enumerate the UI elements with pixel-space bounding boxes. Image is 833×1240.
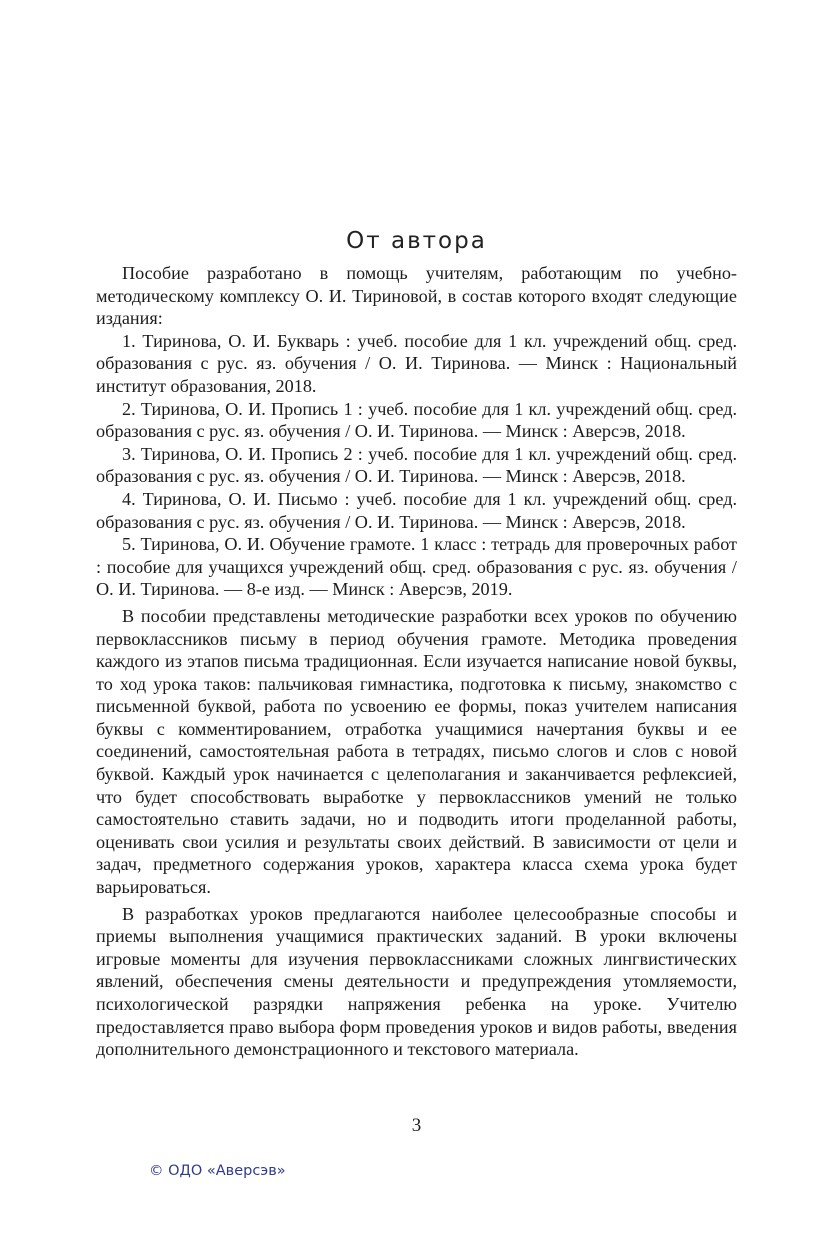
reference-item-1: 1. Тиринова, О. И. Букварь : учеб. пособие для 1 кл. учреждений общ. сред. образования с рус. яз. обучения / О. И. Тиринова. — Минск : Национальный институт образования, 2018. xyxy=(96,330,737,396)
intro-paragraph: Пособие разработано в помощь учителям, работающим по учебно-методическому комплексу О. И. Тириновой, в состав которого входят следующие издания: xyxy=(96,263,737,329)
reference-item-2: 2. Тиринова, О. И. Пропись 1 : учеб. пособие для 1 кл. учреждений общ. сред. образования с рус. яз. обучения / О. И. Тиринова. — Минск : Аверсэв, 2018. xyxy=(96,398,737,442)
lesson-design-paragraph: В разработках уроков предлагаются наиболее целесообразные способы и приемы выполнения учащимися практических заданий. В уроки включены игровые моменты для изучения первоклассниками сложных лингвистических явлений, обеспечения смены деятельности и предупреждения утомляемости, психологической разрядки напряжения ребенка на уроке. Учителю предоставляется право выбора форм проведения уроков и видов работы, введения дополнительного демонстрационного и текстового материала. xyxy=(96,903,737,1060)
reference-item-5: 5. Тиринова, О. И. Обучение грамоте. 1 класс : тетрадь для проверочных работ : пособие для учащихся учреждений общ. сред. образования с рус. яз. обучения / О. И. Тиринова. — 8-е изд. — Минск : Аверсэв, 2019. xyxy=(96,534,737,600)
body-text xyxy=(96,262,737,1061)
copyright-notice: © ОДО «Аверсэв» xyxy=(149,1163,286,1179)
reference-item-3: 3. Тиринова, О. И. Пропись 2 : учеб. пособие для 1 кл. учреждений общ. сред. образования с рус. яз. обучения / О. И. Тиринова. — Минск : Аверсэв, 2018. xyxy=(96,443,737,487)
reference-item-4: 4. Тиринова, О. И. Письмо : учеб. пособие для 1 кл. учреждений общ. сред. образования с рус. яз. обучения / О. И. Тиринова. — Минск : Аверсэв, 2018. xyxy=(96,488,737,532)
page-title: От автора xyxy=(346,228,487,254)
page-number: 3 xyxy=(411,1115,422,1136)
methodology-paragraph: В пособии представлены методические разработки всех уроков по обучению первоклассников письму в период обучения грамоте. Методика проведения каждого из этапов письма традиционная. Если изучается написание новой буквы, то ход урока таков: пальчиковая гимнастика, подготовка к письму, знакомство с письменной буквой, работа по усвоению ее формы, показ учителем написания буквы с комментированием, отработка учащимися начертания буквы и ее соединений, самостоятельная работа в тетрадях, письмо слогов и слов с новой буквой. Каждый урок начинается с целеполагания и заканчивается рефлексией, что будет способствовать выработке у первоклассников умений не только самостоятельно ставить задачи, но и подводить итоги проделанной работы, оценивать свои усилия и результаты своих действий. В зависимости от цели и задач, предметного содержания уроков, характера класса схема урока будет варьироваться. xyxy=(96,605,737,898)
